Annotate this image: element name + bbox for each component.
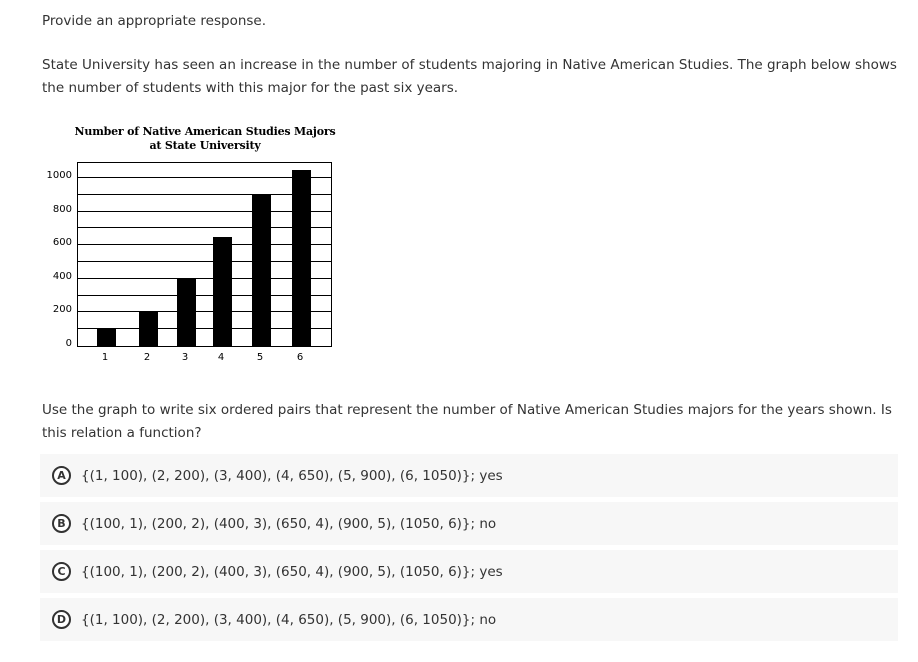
y-tick-label: 800 <box>52 204 72 215</box>
answer-option-d[interactable] <box>40 598 898 641</box>
y-tick-label: 400 <box>52 271 72 282</box>
y-tick-label: 200 <box>52 304 72 315</box>
option-text-d: {(1, 100), (2, 200), (3, 400), (4, 650), (5, 900), (6, 1050)}; no <box>81 611 497 628</box>
x-tick-label: 6 <box>296 352 304 363</box>
y-tick-label: 0 <box>65 338 72 349</box>
option-letter-a: A <box>52 466 71 485</box>
x-tick-label: 3 <box>181 352 189 363</box>
option-text-b: {(100, 1), (200, 2), (400, 3), (650, 4), (900, 5), (1050, 6)}; no <box>81 515 497 532</box>
option-text-a: {(1, 100), (2, 200), (3, 400), (4, 650), (5, 900), (6, 1050)}; yes <box>81 467 503 484</box>
x-tick-label: 1 <box>101 352 109 363</box>
bar-year-5 <box>252 195 271 346</box>
question-prompt: State University has seen an increase in the number of students majoring in Native American Studies. The graph below shows the number of students with this major for the past six years. <box>42 57 897 96</box>
bar-chart-plot <box>77 162 332 347</box>
bar-year-3 <box>177 279 196 346</box>
answer-option-a[interactable] <box>40 454 898 497</box>
answer-option-c[interactable] <box>40 550 898 593</box>
option-text-c: {(100, 1), (200, 2), (400, 3), (650, 4), (900, 5), (1050, 6)}; yes <box>81 563 503 580</box>
x-tick-label: 5 <box>256 352 264 363</box>
answer-option-b[interactable] <box>40 502 898 545</box>
question-task: Use the graph to write six ordered pairs that represent the number of Native American Studies majors for the years shown. Is this relation a function? <box>42 402 892 441</box>
option-letter-d: D <box>52 610 71 629</box>
y-tick-label: 600 <box>52 237 72 248</box>
option-letter-c: C <box>52 562 71 581</box>
bar-year-2 <box>139 312 158 346</box>
x-tick-label: 2 <box>143 352 151 363</box>
instruction-text: Provide an appropriate response. <box>42 13 267 29</box>
bar-year-6 <box>292 170 311 346</box>
chart-title-line-1: Number of Native American Studies Majors <box>74 125 336 138</box>
chart-title <box>60 125 350 153</box>
chart-title-line-2: at State University <box>149 139 261 152</box>
bar-year-1 <box>97 329 116 346</box>
x-tick-label: 4 <box>217 352 225 363</box>
option-letter-b: B <box>52 514 71 533</box>
y-tick-label: 1000 <box>46 170 72 181</box>
bar-year-4 <box>213 237 232 346</box>
